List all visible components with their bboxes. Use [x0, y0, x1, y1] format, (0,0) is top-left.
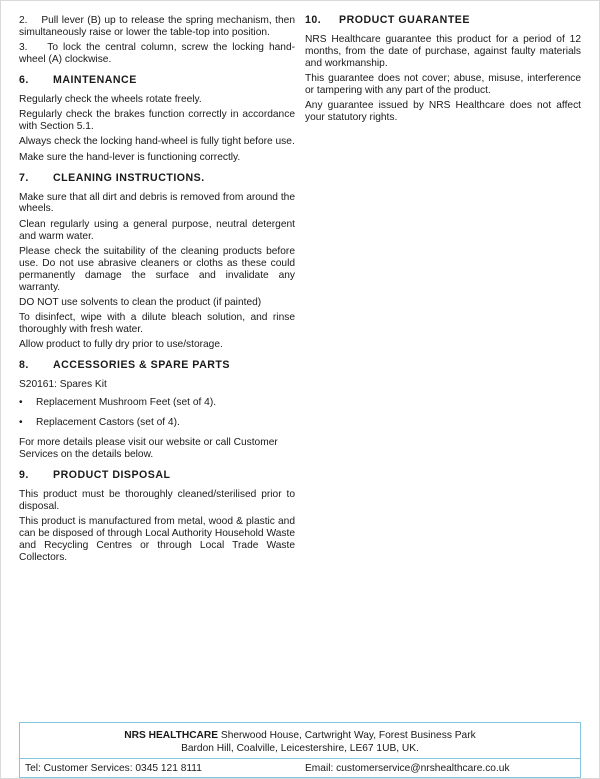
address-line-1: Sherwood House, Cartwright Way, Forest Business Park: [220, 730, 476, 741]
cleaning-number: 7.: [19, 171, 29, 184]
step-3-text: To lock the central column, screw the locking hand-wheel (A) clockwise.: [19, 42, 296, 66]
guarantee-paragraph: NRS Healthcare guarantee this product for a period of 12 months, from the date of purchase, against faulty materials and workmanship.: [305, 33, 581, 69]
accessories-heading: [19, 360, 295, 372]
step-2-number: 2.: [19, 15, 28, 26]
contact-footer: [19, 722, 581, 778]
maintenance-heading: [19, 75, 295, 87]
maintenance-number: 6.: [19, 74, 29, 87]
bullet-text: Replacement Mushroom Feet (set of 4).: [36, 397, 217, 409]
step-2-text: Pull lever (B) up to release the spring mechanism, then simultaneously raise or lower the table-top into position.: [19, 15, 295, 38]
telephone: Tel: Customer Services: 0345 121 8111: [25, 762, 202, 774]
bullet-item: [19, 417, 295, 429]
cleaning-paragraph: DO NOT use solvents to clean the product (if painted): [19, 296, 262, 308]
bullet-item: [19, 397, 295, 409]
cleaning-paragraph: Please check the suitability of the cleaning products before use. Do not use abrasive cleaners or cloths as these could permanently damage the surface and invalidate any warranty.: [19, 245, 295, 293]
bullet-icon: •: [19, 397, 23, 409]
maintenance-paragraph: Make sure the hand-lever is functioning correctly.: [19, 151, 241, 163]
disposal-number: 9.: [19, 468, 29, 481]
guarantee-title: PRODUCT GUARANTEE: [339, 14, 470, 26]
company-name: NRS HEALTHCARE: [124, 730, 219, 741]
maintenance-paragraph: Regularly check the wheels rotate freely.: [19, 93, 202, 105]
maintenance-paragraph: Regularly check the brakes function correctly in accordance with Section 5.1.: [19, 109, 295, 133]
cleaning-title: CLEANING INSTRUCTIONS.: [53, 171, 205, 184]
guarantee-number: 10.: [305, 14, 322, 26]
step-3-number: 3.: [19, 42, 28, 54]
disposal-paragraph: This product is manufactured from metal, wood & plastic and can be disposed of through Local Authority Household Waste and Recycling Centres or through Local Trade Waste Collectors.: [19, 515, 295, 563]
contact-row: [20, 758, 580, 777]
disposal-title: PRODUCT DISPOSAL: [53, 468, 171, 481]
step-2: [19, 15, 295, 39]
cleaning-paragraph: To disinfect, wipe with a dilute bleach solution, and rinse thoroughly with fresh water.: [19, 312, 295, 336]
guarantee-paragraph: This guarantee does not cover; abuse, misuse, interference or tampering with any part of the product.: [305, 73, 581, 96]
left-column: [19, 15, 295, 567]
cleaning-heading: [19, 173, 295, 185]
step-3: [19, 42, 295, 66]
guarantee-paragraph: Any guarantee issued by NRS Healthcare does not affect your statutory rights.: [305, 100, 581, 124]
spares-kit: S20161: Spares Kit: [19, 379, 107, 391]
cleaning-paragraph: Make sure that all dirt and debris is removed from around the wheels.: [19, 191, 295, 215]
company-address: [20, 729, 580, 755]
maintenance-title: MAINTENANCE: [53, 74, 137, 87]
cleaning-paragraph: Allow product to fully dry prior to use/storage.: [19, 339, 223, 351]
bullet-icon: •: [19, 417, 23, 429]
bullet-text: Replacement Castors (set of 4).: [36, 417, 180, 429]
right-column: [305, 15, 581, 127]
accessories-number: 8.: [19, 359, 29, 372]
guarantee-heading: [305, 15, 581, 27]
address-line-2: Bardon Hill, Coalville, Leicestershire, LE67 1UB, UK.: [181, 743, 419, 754]
more-info: For more details please visit our website or call Customer Services on the details below.: [19, 436, 278, 460]
accessories-title: ACCESSORIES & SPARE PARTS: [53, 359, 230, 372]
disposal-paragraph: This product must be thoroughly cleaned/sterilised prior to disposal.: [19, 488, 295, 512]
email: Email: customerservice@nrshealthcare.co.uk: [305, 762, 510, 774]
disposal-heading: [19, 470, 295, 482]
maintenance-paragraph: Always check the locking hand-wheel is fully tight before use.: [19, 136, 295, 148]
cleaning-paragraph: Clean regularly using a general purpose, neutral detergent and warm water.: [19, 218, 295, 242]
